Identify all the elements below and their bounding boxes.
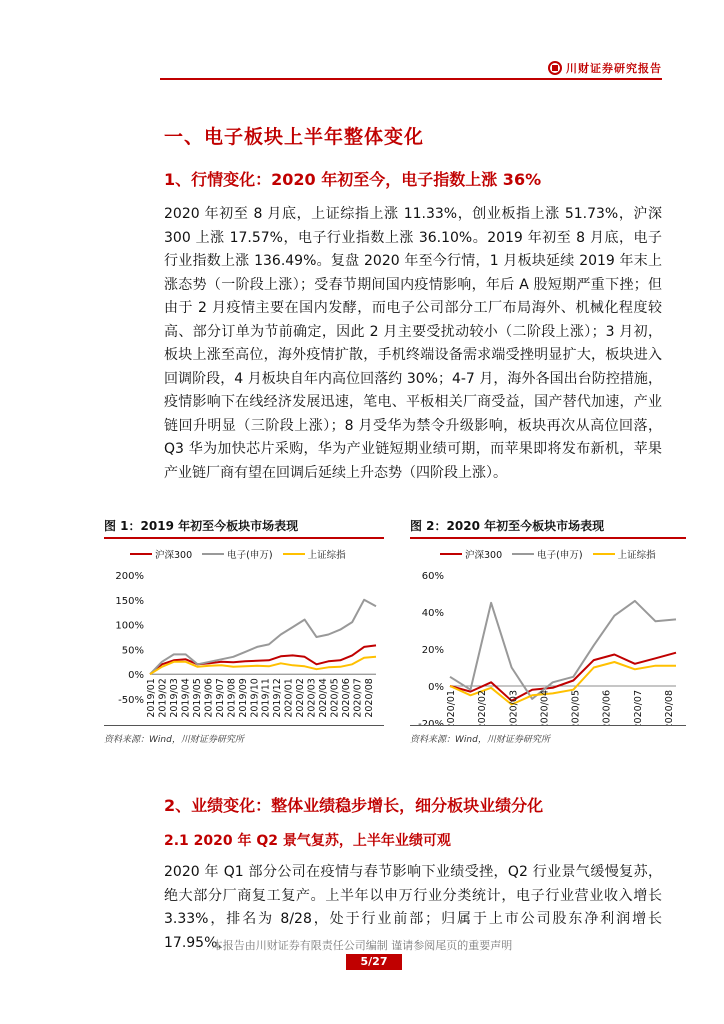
x-tick-label: 2020/03 — [508, 690, 520, 725]
y-tick-label: -50% — [118, 695, 144, 706]
y-tick-label: 150% — [115, 595, 144, 607]
legend-item-shangzheng: 上证综指 — [283, 547, 346, 561]
figure-2 — [410, 517, 686, 745]
x-tick-label: 2019/10 — [249, 678, 261, 718]
x-tick-label: 2020/05 — [570, 690, 582, 725]
x-tick-label: 2020/03 — [306, 678, 318, 718]
x-tick-label: 2019/04 — [180, 678, 192, 718]
section-title: 一、电子板块上半年整体变化 — [164, 126, 425, 148]
x-tick-label: 2019/01 — [146, 678, 157, 718]
y-tick-label: 50% — [121, 645, 144, 657]
figure-1-title: 图 1：2019 年初至今板块市场表现 — [104, 517, 384, 539]
x-tick-label: 2020/01 — [446, 690, 457, 725]
x-tick-label: 2019/09 — [237, 678, 249, 718]
x-tick-label: 2019/07 — [214, 678, 226, 718]
x-tick-label: 2020/07 — [352, 678, 364, 718]
legend-item-hs300: 沪深300 — [130, 547, 192, 561]
figure-1-source: 资料来源：Wind，川财证券研究所 — [104, 735, 244, 745]
y-tick-label: -20% — [418, 719, 444, 725]
x-tick-label: 2019/06 — [203, 678, 215, 718]
x-tick-label: 2019/03 — [168, 678, 180, 718]
series-line-dianzi — [150, 600, 376, 674]
y-tick-label: 0% — [128, 670, 144, 682]
figure-2-legend — [440, 547, 686, 561]
x-tick-label: 2020/05 — [329, 678, 341, 718]
figure-1-chart — [104, 561, 384, 725]
y-tick-label: 60% — [421, 571, 444, 582]
x-tick-label: 2019/12 — [272, 678, 284, 718]
figure-1-legend — [130, 547, 384, 561]
x-tick-label: 2020/02 — [477, 690, 489, 725]
footer-disclaimer: 本报告由川财证券有限责任公司编制 谨请参阅尾页的重要声明 — [211, 939, 513, 952]
figure-2-title: 图 2：2020 年初至今板块市场表现 — [410, 517, 686, 539]
x-tick-label: 2020/04 — [318, 678, 330, 718]
legend-item-dianzi: 电子(申万) — [512, 547, 582, 561]
series-line-hs300 — [150, 645, 376, 674]
x-tick-label: 2019/08 — [226, 678, 238, 718]
x-tick-label: 2019/02 — [157, 678, 169, 718]
y-tick-label: 0% — [428, 682, 444, 693]
figure-2-chart — [410, 561, 686, 725]
header-rule — [160, 78, 662, 80]
x-tick-label: 2020/07 — [632, 690, 644, 725]
brand-name: 川财证券研究报告 — [566, 62, 662, 75]
figure-1 — [104, 517, 384, 745]
x-tick-label: 2020/01 — [283, 678, 295, 718]
figure-2-source: 资料来源：Wind，川财证券研究所 — [410, 735, 550, 745]
subsection-title: 1、行情变化：2020 年初至今，电子指数上涨 36% — [164, 170, 542, 189]
page-number: 5/27 — [346, 954, 402, 970]
x-tick-label: 2020/08 — [364, 678, 375, 718]
legend-item-dianzi: 电子(申万) — [202, 547, 272, 561]
y-tick-label: 200% — [115, 571, 144, 582]
x-tick-label: 2019/11 — [260, 678, 272, 718]
x-tick-label: 2020/06 — [341, 678, 353, 718]
body-paragraph-2: 2020 年 Q1 部分公司在疫情与春节影响下业绩受挫，Q2 行业景气缓慢复苏，绝大部分厂商复工复产。上半年以申万行业分类统计，电子行业营业收入增长 3.33%，排名为 8/28，处于行业前部；归属于上市公司股东净利润增长 17.95%， — [164, 864, 662, 951]
y-tick-label: 100% — [115, 620, 144, 632]
body-paragraph: 2020 年初至 8 月底，上证综指上涨 11.33%，创业板指上涨 51.73%，沪深 300 上涨 17.57%，电子行业指数上涨 36.10%。2019 年初至 8 月底，电子行业指数上涨 136.49%。复盘 2020 年至今行情，1 月板块延续 2019 年末上涨态势（一阶段上涨）；受春节期间国内疫情影响，年后 A 股短期严重下挫；但由于 2 月疫情主要在国内发酵，而电子公司部分工厂布局海外、机械化程度较高、部分订单为节前确定，因此 2 月主要受扰动较小（二阶段上涨）；3 月初，板块上涨至高位，海外疫情扩散，手机终端设备需求端受挫明显扩大，板块进入回调阶段，4 月板块自年内高位回落约 30%；4-7 月，海外各国出台防控措施，疫情影响下在线经济发展迅速，笔电、平板相关厂商受益，国产替代加速，产业链回升明显（三阶段上涨）；8 月受华为禁令升级影响，板块再次从高位回落，Q3 华为加快芯片采购，华为产业链短期业绩可期，而苹果即将发布新机，苹果产业链厂商有望在回调后延续上升态势（四阶段上涨）。 — [164, 206, 662, 481]
x-tick-label: 2020/02 — [295, 678, 307, 718]
section-2-title: 2、业绩变化：整体业绩稳步增长，细分板块业绩分化 — [164, 796, 544, 815]
y-tick-label: 20% — [421, 645, 444, 656]
brand-logo-icon — [548, 61, 562, 75]
x-tick-label: 2020/06 — [601, 690, 613, 725]
x-tick-label: 2019/05 — [191, 678, 203, 718]
brand — [548, 58, 662, 78]
y-tick-label: 40% — [421, 608, 444, 619]
legend-item-hs300: 沪深300 — [440, 547, 502, 561]
legend-item-shangzheng: 上证综指 — [593, 547, 656, 561]
x-tick-label: 2020/04 — [539, 690, 551, 725]
subsection-2-1-title: 2.1 2020 年 Q2 景气复苏，上半年业绩可观 — [164, 833, 451, 849]
x-tick-label: 2020/08 — [664, 690, 675, 725]
